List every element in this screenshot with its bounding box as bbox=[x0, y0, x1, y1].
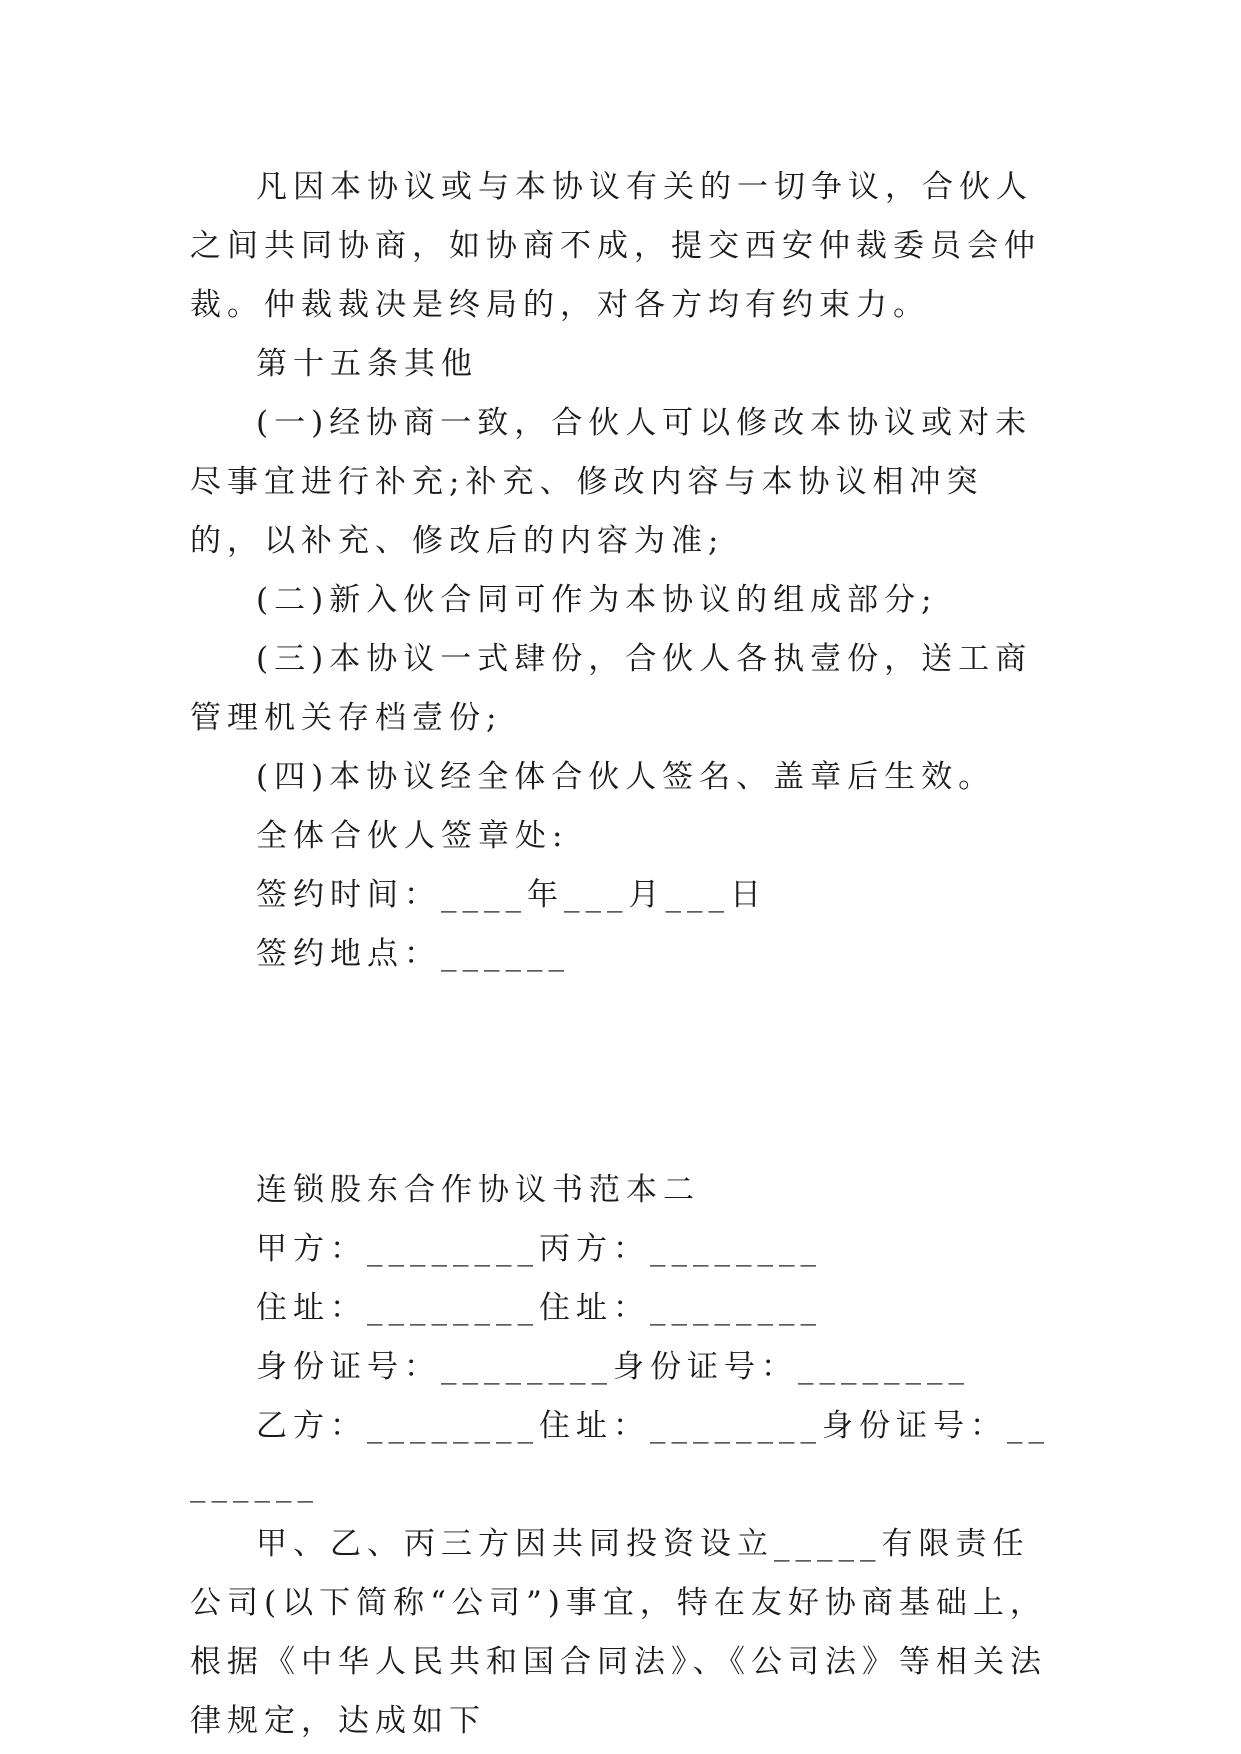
clause-3: (三)本协议一式肆份，合伙人各执壹份，送工商管理机关存档壹份; bbox=[190, 641, 1033, 736]
party-a-c-line: 甲方：________丙方：________ bbox=[256, 1231, 822, 1267]
signing-place-line: 签约地点：______ bbox=[256, 936, 570, 972]
signing-date-line: 签约时间：____年___月___日 bbox=[256, 877, 767, 913]
clause-2: (二)新入伙合同可作为本协议的组成部分; bbox=[256, 582, 938, 618]
template-two-title: 连锁股东合作协议书范本二 bbox=[256, 1172, 700, 1208]
clause-4: (四)本协议经全体合伙人签名、盖章后生效。 bbox=[256, 759, 996, 795]
address-line: 住址：________住址：________ bbox=[256, 1290, 822, 1326]
id-number-line: 身份证号：________身份证号：________ bbox=[256, 1349, 970, 1385]
preamble-paragraph: 甲、乙、丙三方因共同投资设立_____有限责任公司(以下简称“公司”)事宜，特在友好协商基础上，根据《中华人民共和国合同法》、《公司法》等相关法律规定，达成如下 bbox=[190, 1526, 1047, 1739]
party-b-line: 乙方：________住址：________身份证号：________ bbox=[190, 1408, 1050, 1503]
signature-line: 全体合伙人签章处: bbox=[256, 818, 569, 854]
clause-1: (一)经协商一致，合伙人可以修改本协议或对未尽事宜进行补充;补充、修改内容与本协议相冲突的，以补充、修改后的内容为准; bbox=[190, 405, 1033, 559]
section-spacer bbox=[190, 984, 1050, 1161]
paragraph-dispute-resolution: 凡因本协议或与本协议有关的一切争议，合伙人之间共同协商，如协商不成，提交西安仲裁委员会仲裁。仲裁裁决是终局的，对各方均有约束力。 bbox=[190, 169, 1041, 323]
article-15-heading: 第十五条其他 bbox=[256, 346, 478, 382]
document-body bbox=[190, 158, 1050, 1751]
